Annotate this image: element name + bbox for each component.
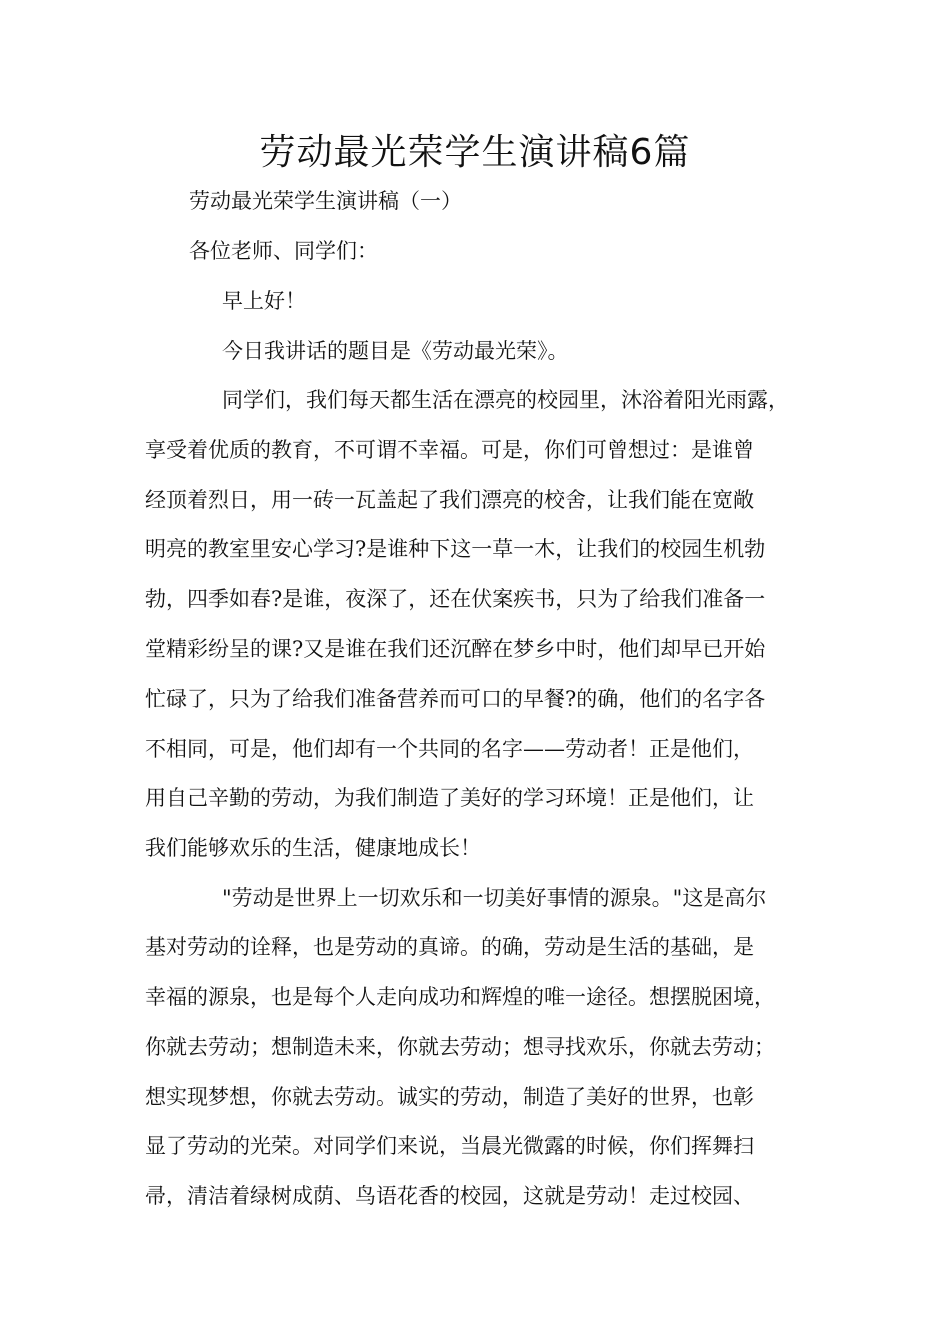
paragraph-line: 想实现梦想，你就去劳动。诚实的劳动，制造了美好的世界，也彰 (145, 1085, 754, 1109)
paragraph-line: 幸福的源泉，也是每个人走向成功和辉煌的唯一途径。想摆脱困境， (145, 985, 775, 1009)
paragraph-line: 用自己辛勤的劳动，为我们制造了美好的学习环境！正是他们，让 (145, 786, 754, 810)
paragraph-line: 基对劳动的诠释，也是劳动的真谛。的确，劳动是生活的基础，是 (145, 935, 754, 959)
paragraph-line: 忙碌了，只为了给我们准备营养而可口的早餐?的确，他们的名字各 (145, 687, 766, 711)
paragraph-line: 享受着优质的教育，不可谓不幸福。可是，你们可曾想过：是谁曾 (145, 438, 754, 462)
paragraph-line: 显了劳动的光荣。对同学们来说，当晨光微露的时候，你们挥舞扫 (145, 1134, 754, 1158)
paragraph-line: 不相同，可是，他们却有一个共同的名字——劳动者！正是他们， (145, 737, 754, 761)
paragraph-line: 明亮的教室里安心学习?是谁种下这一草一木，让我们的校园生机勃 (145, 537, 766, 561)
paragraph-line: 同学们，我们每天都生活在漂亮的校园里，沐浴着阳光雨露， (222, 388, 789, 412)
paragraph-line: 经顶着烈日，用一砖一瓦盖起了我们漂亮的校舍，让我们能在宽敞 (145, 488, 754, 512)
paragraph-line: 帚，清洁着绿树成荫、鸟语花香的校园，这就是劳动！走过校园、 (145, 1184, 754, 1208)
paragraph-line: 你就去劳动；想制造未来，你就去劳动；想寻找欢乐，你就去劳动； (145, 1035, 775, 1059)
paragraph-line: 堂精彩纷呈的课?又是谁在我们还沉醉在梦乡中时，他们却早已开始 (145, 637, 766, 661)
salutation: 各位老师、同学们： (189, 239, 378, 263)
document-title: 劳动最光荣学生演讲稿6篇 (259, 132, 691, 173)
paragraph-line: 勃，四季如春?是谁，夜深了，还在伏案疾书，只为了给我们准备一 (145, 587, 766, 611)
paragraph-line: 我们能够欢乐的生活，健康地成长！ (145, 836, 481, 860)
document-subtitle: 劳动最光荣学生演讲稿（一） (189, 189, 462, 213)
speech-topic: 今日我讲话的题目是《劳动最光荣》。 (222, 339, 569, 363)
greeting: 早上好！ (222, 289, 306, 313)
paragraph-line: "劳动是世界上一切欢乐和一切美好事情的源泉。"这是高尔 (222, 886, 767, 910)
